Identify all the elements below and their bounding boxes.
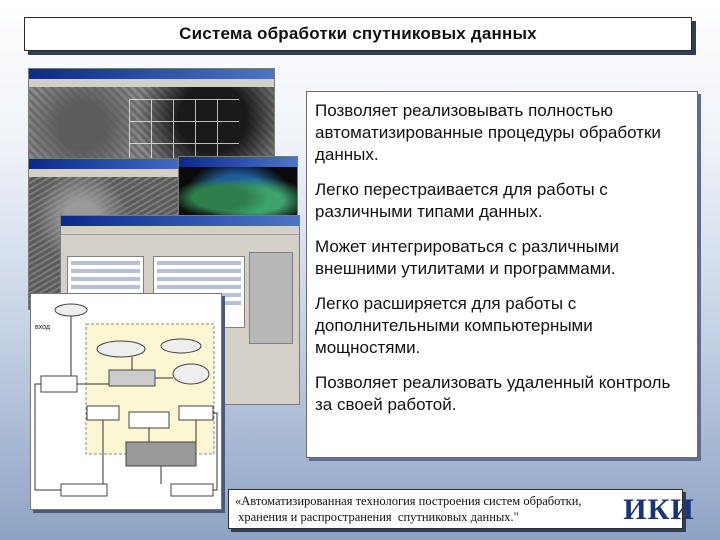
caption-line-1: «Автоматизированная технология построения систем обработки, — [235, 494, 582, 508]
window-menubar — [61, 226, 299, 235]
slide-title: Система обработки спутниковых данных — [179, 24, 537, 43]
features-panel — [306, 91, 698, 458]
satellite-viewer-screenshot-3 — [178, 156, 298, 224]
caption-line-2: хранения и распространения спутниковых данных." — [235, 510, 519, 524]
processing-flow-diagram — [30, 293, 222, 510]
feature-bullet-5: Позволяет реализовать удаленный контроль за своей работой. — [315, 373, 671, 414]
feature-bullet-4: Легко расширяется для работы с дополнительными компьютерными мощностями. — [315, 294, 593, 357]
caption-box — [228, 489, 683, 529]
window-titlebar — [29, 69, 274, 79]
flow-diagram-svg — [31, 294, 221, 509]
diagram-input-label: вход — [35, 324, 50, 331]
button-column — [249, 252, 293, 344]
feature-bullet-1: Позволяет реализовывать полностью автоматизированные процедуры обработки данных. — [315, 101, 661, 164]
slide-title-box — [24, 17, 692, 51]
feature-bullet-2: Легко перестраивается для работы с различными типами данных. — [315, 180, 608, 221]
window-titlebar — [179, 157, 297, 167]
satellite-viewer-screenshot-1 — [28, 68, 275, 166]
window-titlebar — [61, 216, 299, 226]
iki-logo: ИКИ — [623, 493, 695, 526]
feature-bullet-3: Может интегрироваться с различными внешними утилитами и программами. — [315, 237, 619, 278]
